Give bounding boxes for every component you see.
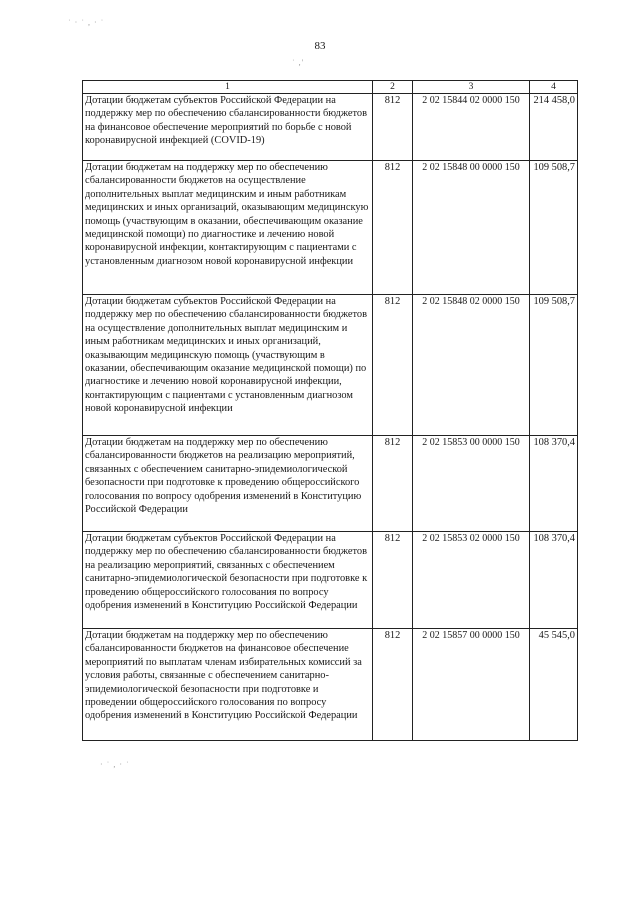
row-name: Дотации бюджетам субъектов Российской Федерации на поддержку мер по обеспечению сбалансированности бюджетов на осуществление дополнительных выплат медицинским и иным работникам медицинских и иных организаций, оказывающим медицинскую помощь (участвующим в оказании, обеспечивающим оказание медицинской помощи) по диагностике и лечению новой коронавирусной инфекции, контактирующим с пациентами с установленным диагнозом новой коронавирусной инфекции (83, 295, 373, 436)
page-number: 83 (314, 40, 326, 52)
row-amount: 108 370,4 (530, 436, 578, 532)
column-header: 2 (373, 81, 413, 94)
row-amount: 109 508,7 (530, 295, 578, 436)
row-amount: 214 458,0 (530, 94, 578, 161)
row-amount: 109 508,7 (530, 161, 578, 295)
column-header: 1 (83, 81, 373, 94)
table-row (83, 94, 578, 161)
column-header: 4 (530, 81, 578, 94)
row-name: Дотации бюджетам на поддержку мер по обеспечению сбалансированности бюджетов на осуществление дополнительных выплат медицинским и иным работникам медицинских и иных организаций, оказывающим медицинскую помощь (участвующим в оказании, обеспечивающим оказание медицинской помощи) по диагностике и лечению новой коронавирусной инфекции, контактирующим с пациентами с установленным диагнозом новой коронавирусной инфекции (83, 161, 373, 295)
scan-artifact: ˙ · ˙ , · ˙ (68, 18, 105, 27)
row-name: Дотации бюджетам на поддержку мер по обеспечению сбалансированности бюджетов на финансовое обеспечение мероприятий по выплатам членам избирательных комиссий за условия работы, связанные с обеспечением санитарно-эпидемиологической безопасности при подготовке и проведении общероссийского голосования по вопросу одобрения изменений в Конституцию Российской Федерации (83, 629, 373, 741)
table-row (83, 295, 578, 436)
table-header-row (83, 81, 578, 94)
row-budget-code: 2 02 15844 02 0000 150 (413, 94, 530, 161)
row-admin-code: 812 (373, 94, 413, 161)
table-row (83, 629, 578, 741)
row-name: Дотации бюджетам субъектов Российской Федерации на поддержку мер по обеспечению сбалансированности бюджетов на реализацию мероприятий, связанных с обеспечением санитарно-эпидемиологической безопасности при подготовке к проведению общероссийского голосования по вопросу одобрения изменений в Конституцию Российской Федерации (83, 532, 373, 629)
table-row (83, 161, 578, 295)
row-admin-code: 812 (373, 629, 413, 741)
row-admin-code: 812 (373, 532, 413, 629)
budget-table (82, 80, 578, 741)
row-admin-code: 812 (373, 161, 413, 295)
column-header: 3 (413, 81, 530, 94)
row-name: Дотации бюджетам на поддержку мер по обеспечению сбалансированности бюджетов на реализацию мероприятий, связанных с обеспечением санитарно-эпидемиологической безопасности при подготовке к проведению общероссийского голосования по вопросу одобрения изменений в Конституцию Российской Федерации (83, 436, 373, 532)
row-budget-code: 2 02 15853 00 0000 150 (413, 436, 530, 532)
row-amount: 108 370,4 (530, 532, 578, 629)
row-budget-code: 2 02 15857 00 0000 150 (413, 629, 530, 741)
row-name: Дотации бюджетам субъектов Российской Федерации на поддержку мер по обеспечению сбалансированности бюджетов на финансовое обеспечение мероприятий по борьбе с новой коронавирусной инфекцией (COVID-19) (83, 94, 373, 161)
row-admin-code: 812 (373, 295, 413, 436)
table-row (83, 436, 578, 532)
scan-artifact: ˙ ,' (292, 58, 305, 67)
table-row (83, 532, 578, 629)
scan-artifact: · ˙ , · ˙ (100, 760, 130, 769)
row-budget-code: 2 02 15848 00 0000 150 (413, 161, 530, 295)
row-budget-code: 2 02 15853 02 0000 150 (413, 532, 530, 629)
row-budget-code: 2 02 15848 02 0000 150 (413, 295, 530, 436)
row-amount: 45 545,0 (530, 629, 578, 741)
row-admin-code: 812 (373, 436, 413, 532)
